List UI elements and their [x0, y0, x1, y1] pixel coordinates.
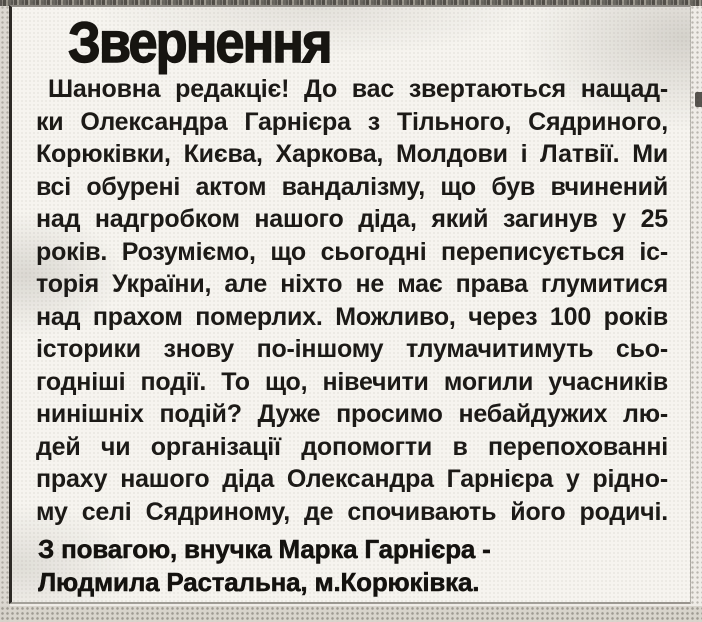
body-line: ки Олександра Гарнієра з Тільного, Сядриного,	[36, 107, 668, 136]
body-line: нинішніх подій? Дуже просимо небайдужих лю-	[36, 400, 668, 428]
scan-artifact	[695, 92, 702, 107]
clipping-title: Звернення	[68, 10, 331, 75]
body-line: му селі Сядриному, де спочивають його родичі.	[36, 497, 668, 526]
body-line: всі обурені актом вандалізму, що був вчинений	[36, 172, 668, 201]
body-line: праху нашого діда Олександра Гарнієра у рідно-	[36, 465, 668, 493]
newspaper-clipping	[9, 5, 691, 604]
body-line: років. Розуміємо, що сьогодні переписується іс-	[36, 237, 668, 266]
body-line: годніші події. То що, нівечити могили учасників	[36, 367, 668, 396]
signature	[38, 533, 690, 599]
body-line: торія України, але ніхто не має права глумитися	[36, 270, 668, 298]
body-line: Корюківки, Києва, Харкова, Молдови і Латвії. Ми	[36, 140, 668, 168]
body-line: історики знову по-іншому тлумачитимуть сьо-	[36, 335, 668, 363]
signature-line: Людмила Растальна, м.Корюківка.	[38, 567, 480, 597]
body-line: дей чи організації допомогти в перепохованні	[36, 432, 668, 461]
body-line: над надгробком нашого діда, який загинув у 25	[36, 205, 668, 233]
body-paragraph	[12, 73, 690, 528]
signature-line: З повагою, внучка Марка Гарнієра -	[38, 534, 491, 564]
body-line: над прахом померлих. Можливо, через 100 років	[36, 302, 668, 331]
body-line: Шановна редакціє! До вас звертаються нащад-	[48, 75, 668, 103]
scan-edge-bottom	[0, 606, 702, 622]
